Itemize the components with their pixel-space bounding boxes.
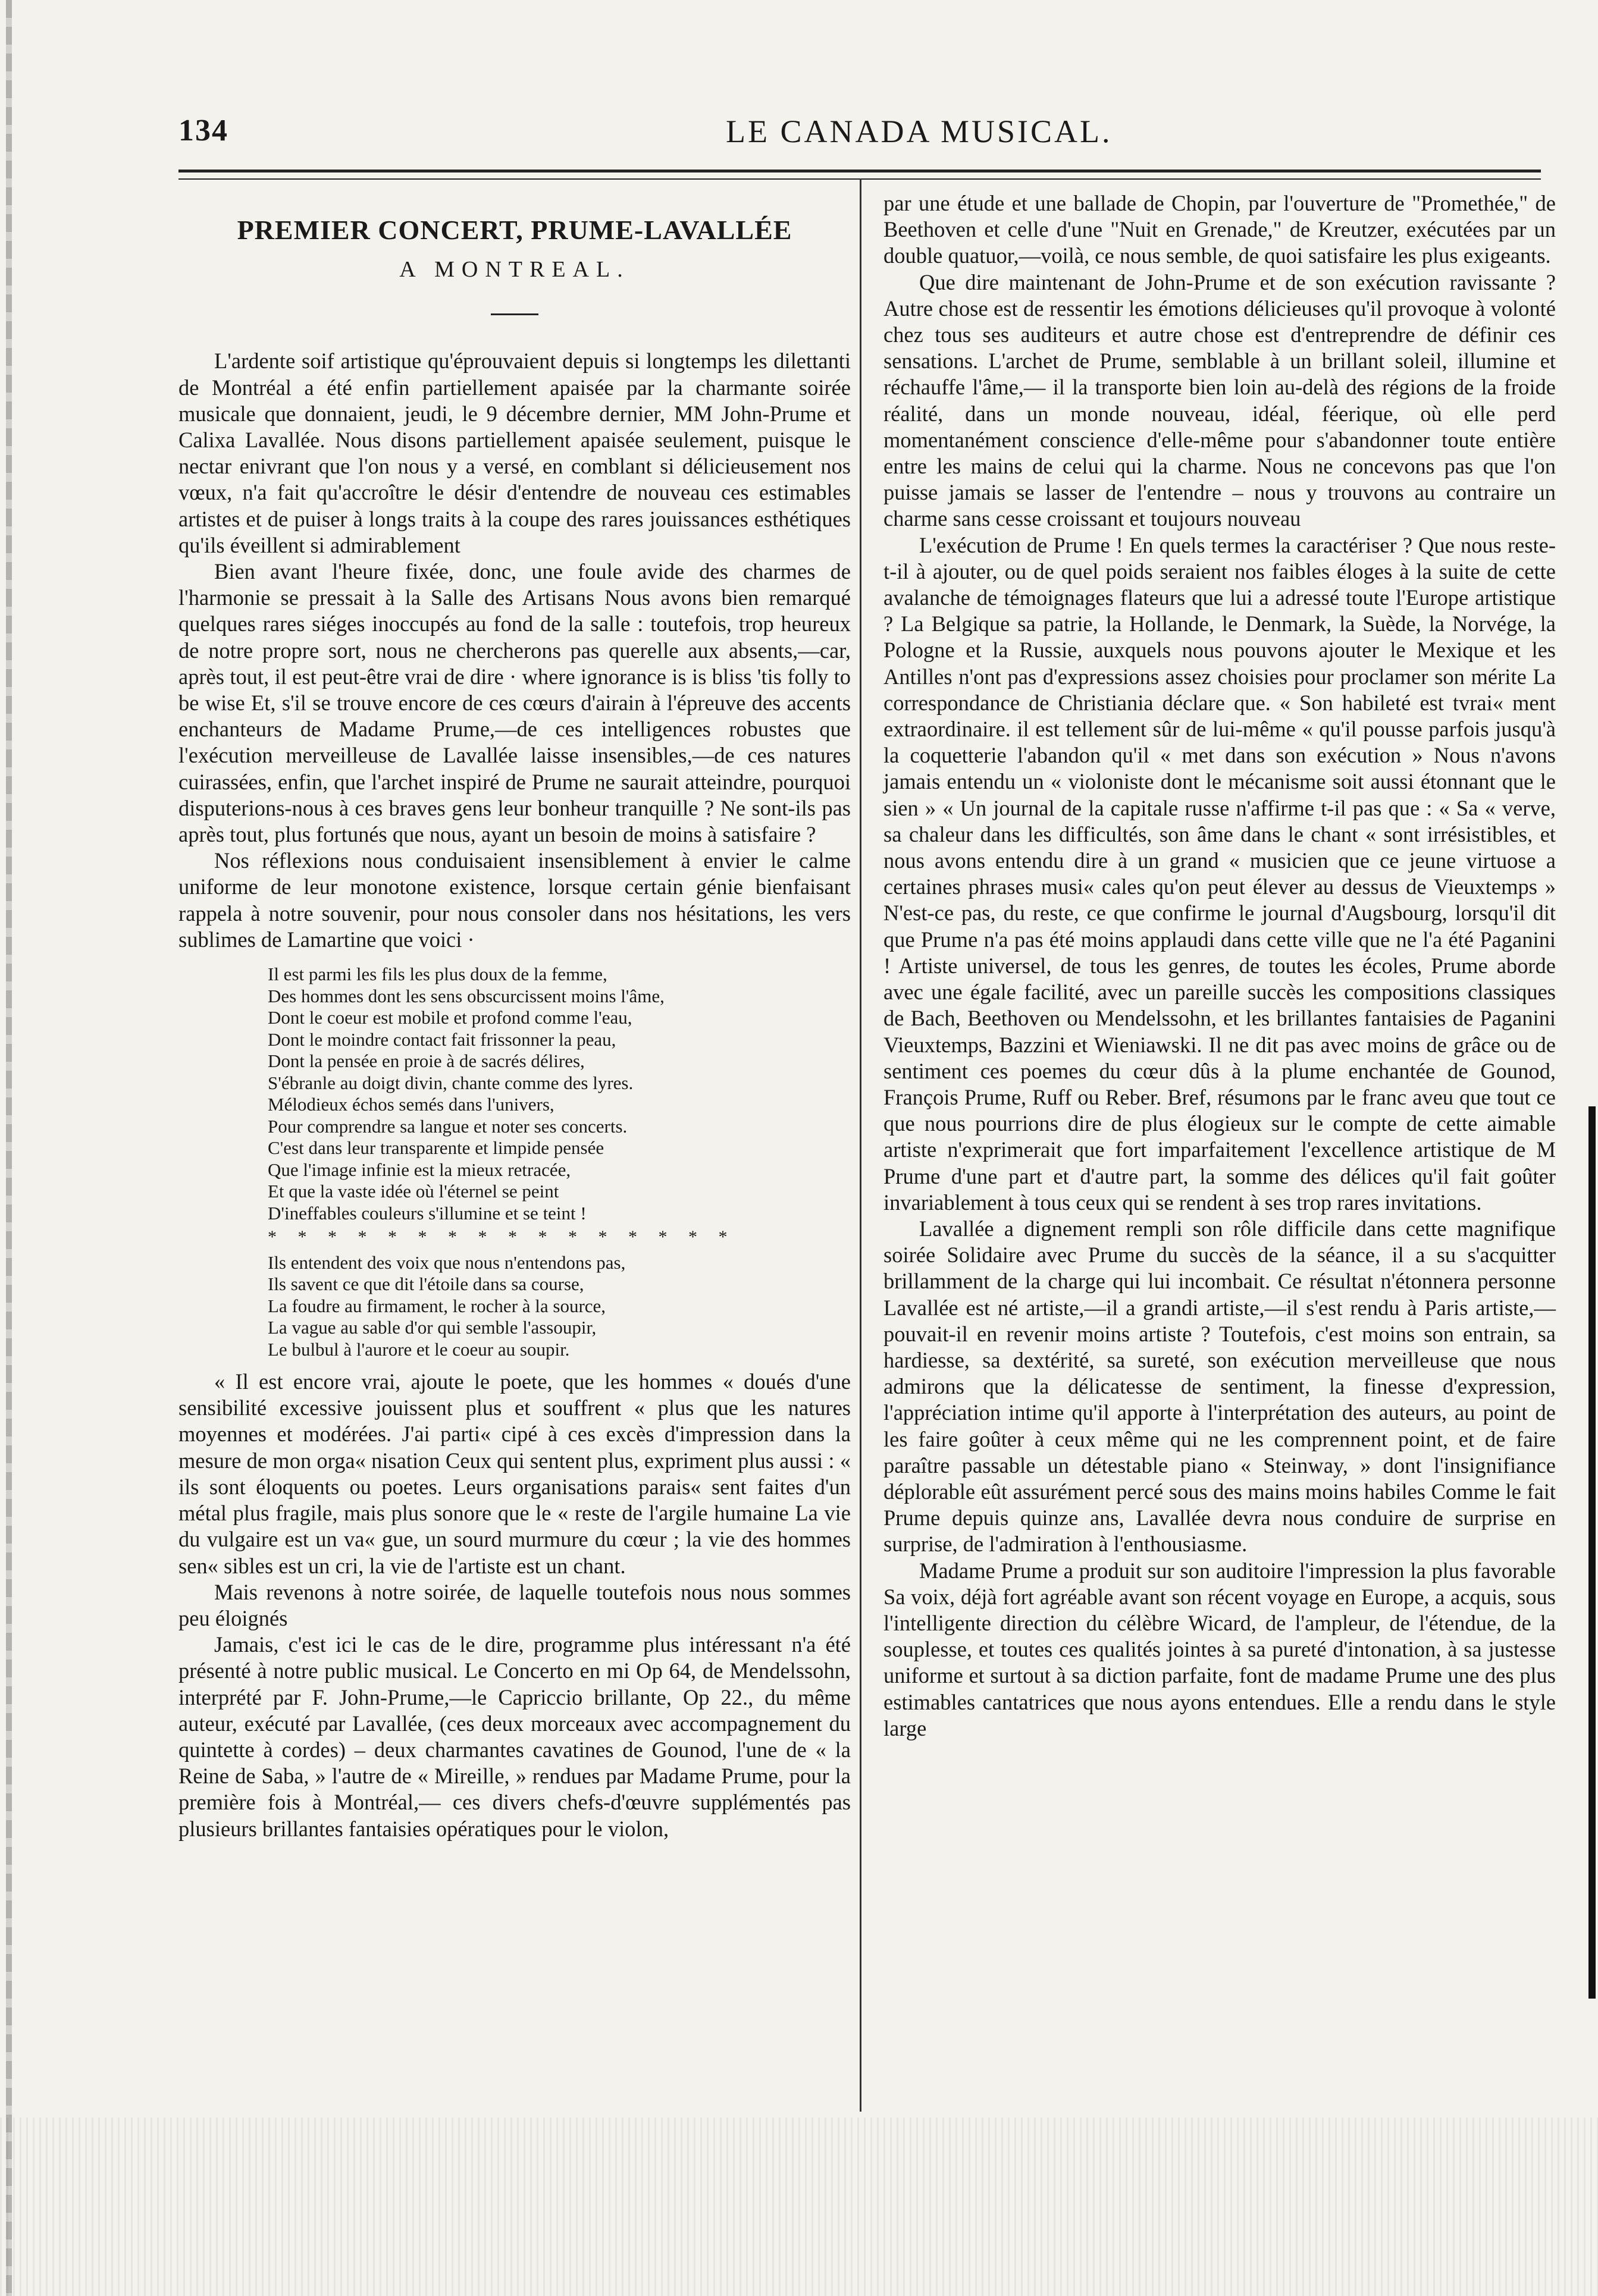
paragraph: « Il est encore vrai, ajoute le poete, que les hommes « doués d'une sensibilité excessive jouissent plus et souffrent « plus que les natures moyennes et modérées. J'ai parti« cipé à ces excès d'impression dans la mesure de mon orga« nisation Ceux qui sentent plus, expriment plus aussi : « ils sont éloquents ou poetes. Leurs organisations parais« sent faites d'un métal plus fragile, mais plus sonore que le « reste de l'argile humaine La vie du vulgaire est un va« gue, un sourd murmure du cœur ; la vie des hommes sen« sibles est un cri, la vie de l'artiste est un chant. <box>178 1369 851 1578</box>
poem-line: Pour comprendre sa langue et noter ses concerts. <box>268 1115 628 1137</box>
poem-line: Dont la pensée en proie à de sacrés délires, <box>268 1050 585 1072</box>
title-separator <box>491 313 538 315</box>
poem-stars: * * * * * * * * * * * * * * * * <box>268 1227 736 1247</box>
poem-line: Ils savent ce que dit l'étoile dans sa course, <box>268 1274 584 1295</box>
poem-line: Dont le coeur est mobile et profond comme l'eau, <box>268 1007 632 1028</box>
paragraph: Mais revenons à notre soirée, de laquelle toutefois nous nous sommes peu éloignés <box>178 1579 851 1630</box>
article-subtitle: A MONTREAL. <box>399 257 630 283</box>
paragraph: Lavallée a dignement rempli son rôle difficile dans cette magnifique soirée Solidaire avec Prume du succès de la séance, il a su s'acquitter brillamment de la charge qui lui incombait. Ce résultat n'étonnera personne Lavallée est né artiste,—il a grandi artiste,—il s'est rendu à Paris artiste,—pouvait-il en revenir moins artiste ? Toutefois, c'est moins son entrain, sa hardiesse, sa dextérité, sa sureté, son exécution merveilleuse que nous admirons que la délicatesse de sentiment, la finesse d'expression, l'appréciation intime qu'il apporte à l'interprétation des auteurs, au point de les faire goûter à ceux même qui ne les comprennent point, et de faire paraître passable un détestable piano « Steinway, » dont l'insignifiance déplorable eût assurément percé sous des mains moins habiles Comme le fait Prume depuis quinze ans, Lavallée devra nous conduire de surprise en surprise, de l'admiration à l'enthousiasme. <box>883 1216 1556 1557</box>
scan-noise <box>0 2118 1598 2296</box>
article-title: PREMIER CONCERT, PRUME-LAVALLÉE <box>237 215 792 245</box>
poem-line: C'est dans leur transparente et limpide pensée <box>268 1137 604 1159</box>
poem-line: Ils entendent des voix que nous n'entendons pas, <box>268 1251 626 1273</box>
paragraph: Nos réflexions nous conduisaient insensiblement à envier le calme uniforme de leur monotone existence, lorsque certain génie bienfaisant rappela à notre souvenir, pour nous consoler dans nos hésitations, les vers sublimes de Lamartine que voici · <box>178 848 851 952</box>
binding-edge <box>6 0 12 2296</box>
poem <box>268 964 851 1360</box>
poem-line: Dont le moindre contact fait frissonner la peau, <box>268 1028 616 1050</box>
right-column <box>883 190 1556 1742</box>
journal-title: LE CANADA MUSICAL. <box>726 114 1113 149</box>
page-header <box>178 113 1547 155</box>
poem-line: D'ineffables couleurs s'illumine et se teint ! <box>268 1202 587 1224</box>
paragraph: Jamais, c'est ici le cas de le dire, programme plus intéressant n'a été présenté à notre public musical. Le Concerto en mi Op 64, de Mendelssohn, interprété par F. John-Prume,—le Capriccio brillante, Op 22., du même auteur, exécuté par Lavallée, (ces deux morceaux avec accompagnement du quintette à cordes) – deux charmantes cavatines de Gounod, l'une de « la Reine de Saba, » l'autre de « Mireille, » rendues par Madame Prume, pour la première fois à Montréal,— ces divers chefs-d'œuvre supplémentés pas plusieurs brillantes fantaisies opératiques pour le violon, <box>178 1632 851 1841</box>
poem-line: Des hommes dont les sens obscurcissent moins l'âme, <box>268 985 665 1006</box>
paragraph: Madame Prume a produit sur son auditoire l'impression la plus favorable Sa voix, déjà fort agréable avant son récent voyage en Europe, a acquis, sous l'intelligente direction du célèbre Wicard, de l'ampleur, de l'étendue, de la souplesse, et toutes ces qualités jointes à sa pureté d'intonation, à sa justesse uniforme et surtout à sa diction parfaite, font de madame Prume une des plus estimables cantatrices que nous ayons entendues. Elle a rendu dans le style large <box>883 1558 1556 1740</box>
poem-line: Mélodieux échos semés dans l'univers, <box>268 1094 554 1115</box>
paragraph: L'ardente soif artistique qu'éprouvaient depuis si longtemps les dilettanti de Montréal a été enfin partiellement apaisée par la charmante soirée musicale que donnaient, jeudi, le 9 décembre dernier, MM John-Prume et Calixa Lavallée. Nous disons partiellement apaisée seulement, puisque le nectar enivrant que l'on nous y a versé, en comblant si délicieusement nos vœux, n'a fait qu'accroître le désir d'entendre de nouveau ces estimables artistes et de puiser à longs traits à la coupe des rares jouissances esthétiques qu'ils éveillent si admirablement <box>178 349 851 557</box>
paragraph: par une étude et une ballade de Chopin, par l'ouverture de "Promethée," de Beethoven et celle d'une "Nuit en Grenade," de Kreutzer, exécutées par un double quatuor,—voilà, ce nous semble, de quoi satisfaire les plus exigeants. <box>883 191 1556 268</box>
poem-line: S'ébranle au doigt divin, chante comme des lyres. <box>268 1072 634 1093</box>
page-number: 134 <box>178 114 228 148</box>
header-rule-thick <box>178 170 1541 172</box>
paragraph: Que dire maintenant de John-Prume et de son exécution ravissante ? Autre chose est de ressentir les émotions délicieuses qu'il provoque à volonté chez tous ses auditeurs et autre chose est d'entreprendre de définir ces sensations. L'archet de Prume, semblable à un brillant soleil, illumine et réchauffe l'âme,— il la transporte bien loin au-delà des régions de la froide réalité, dans un monde nouveau, idéal, féerique, où elle perd momentanément conscience d'elle-même pour s'abandonner toute entière entre les mains de celui qui la charme. Nous ne concevons pas que l'on puisse jamais se lasser de l'entendre – nous y trouvons au contraire un charme sans cesse croissant et toujours nouveau <box>883 269 1556 531</box>
left-column <box>178 190 851 1842</box>
poem-line: La vague au sable d'or qui semble l'assoupir, <box>268 1317 597 1338</box>
column-divider <box>860 178 861 2112</box>
poem-line: Et que la vaste idée où l'éternel se peint <box>268 1181 559 1202</box>
paragraph: L'exécution de Prume ! En quels termes la caractériser ? Que nous reste-t-il à ajouter, ou de quel poids seraient nos faibles éloges à la suite de cette avalanche de témoignages flateurs que lui a adressé toute l'Europe artistique ? La Belgique sa patrie, la Hollande, le Denmark, la Suède, la Norvége, la Pologne et la Russie, auxquels nous pouvons ajouter le Mexique et les Antilles n'ont pas d'expressions assez choisies pour proclamer son mérite La correspondance de Christiania déclare que. « Son habileté est tvrai« ment extraordinaire. il est tellement sûr de lui-même « qu'il pousse parfois jusqu'à la coquetterie l'abandon qu'il « met dans son exécution » Nous n'avons jamais entendu un « violoniste dont le mécanisme soit aussi étonnant que le sien » « Un journal de la capitale russe n'affirme t-il pas que : « Sa « verve, sa chaleur dans les difficultés, son âme dans le chant « sont irrésistibles, et nous avons entendu dire à un grand « musicien que ce jeune virtuose a certaines phrases musi« cales qu'on peut élever au dessus de Vieuxtemps » N'est-ce pas, du reste, ce que confirme le journal d'Augsbourg, lorsqu'il dit que Prume n'a pas été moins applaudi dans cette ville que ne l'a été Paganini ! Artiste universel, de tous les genres, de toutes les écoles, Prume aborde avec une égale facilité, avec un pareille succès les compositions classiques de Bach, Beethoven ou Mendelssohn, et les brillantes fantaisies de Paganini Vieuxtemps, Bazzini et Wieniawski. Il ne dit pas avec moins de grâce ou de sentiment ces poemes du cœur dûs à la plume enchantée de Gounod, François Prume, Ruff ou Reber. Bref, résumons par le franc aveu que tout ce que nous pourrions dire de plus élogieux sur le compte de cette aimable artiste n'exprimerait que fort imparfaitement l'excellence artistique de M Prume d'une part et d'autre part, la somme des délices qu'il fait goûter invariablement à tous ceux qui se rendent à ses trop rares invitations. <box>883 532 1556 1215</box>
paragraph: Bien avant l'heure fixée, donc, une foule avide des charmes de l'harmonie se pressait à la Salle des Artisans Nous avons bien remarqué quelques rares siéges inoccupés au fond de la salle : toutefois, trop heureux de notre propre sort, nous ne chercherons pas querelle aux absents,—car, après tout, il est peut-être vrai de dire · where ignorance is is bliss 'tis folly to be wise Et, s'il se trouve encore de ces cœurs d'airain à l'épreuve des accents enchanteurs de Madame Prume,—de ces intelligences robustes que l'exécution merveilleuse de Lavallée laisse insensibles,—de ces natures cuirassées, enfin, que l'archet inspiré de Prume ne saurait atteindre, pourquoi disputerions-nous à ces braves gens leur bonheur tranquille ? Ne sont-ils pas après tout, plus fortunés que nous, ayant un besoin de moins à satisfaire ? <box>178 559 851 847</box>
scan-edge-bar <box>1588 1106 1596 1999</box>
poem-line: Il est parmi les fils les plus doux de la femme, <box>268 964 607 985</box>
poem-line: Que l'image infinie est la mieux retracée, <box>268 1159 571 1180</box>
poem-line: Le bulbul à l'aurore et le coeur au soupir. <box>268 1338 570 1360</box>
poem-line: La foudre au firmament, le rocher à la source, <box>268 1295 606 1316</box>
